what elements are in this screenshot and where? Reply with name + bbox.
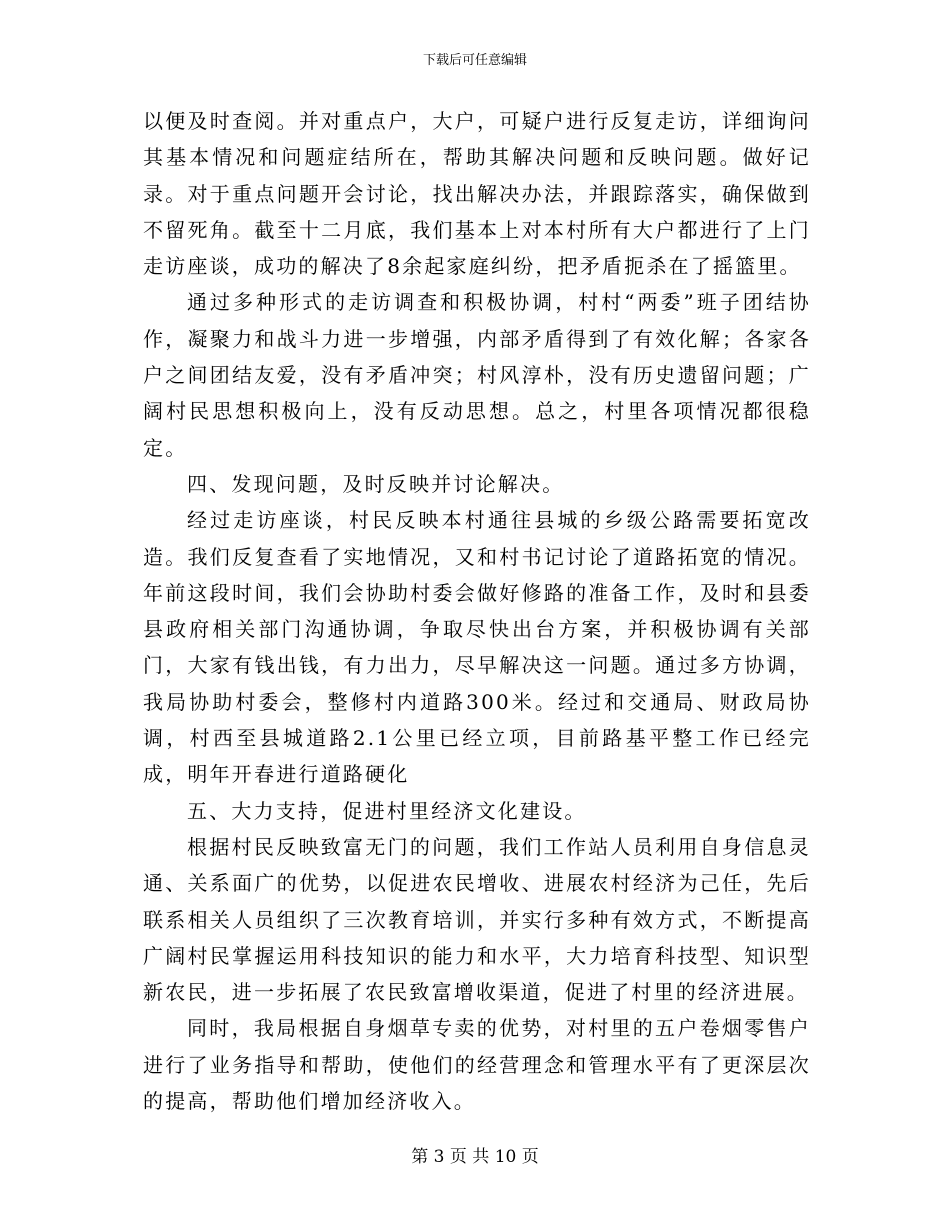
paragraph: 通过多种形式的走访调查和积极协调，村村“两委”班子团结协作，凝聚力和战斗力进一步增强，内部矛盾得到了有效化解；各家各户之间团结友爱，没有矛盾冲突；村风淳朴，没有历史遗留问题；广阔村民思想积极向上，没有反动思想。总之，村里各项情况都很稳定。 bbox=[143, 290, 811, 460]
section-heading: 五、大力支持，促进村里经济文化建设。 bbox=[187, 798, 587, 823]
page-number: 第 3 页 共 10 页 bbox=[411, 1147, 539, 1167]
paragraph: 同时，我局根据自身烟草专卖的优势，对村里的五户卷烟零售户进行了业务指导和帮助，使他们的经营理念和管理水平有了更深层次的提高，帮助他们增加经济收入。 bbox=[143, 1016, 811, 1114]
page-header: 下载后可任意编辑 bbox=[422, 53, 527, 68]
paragraph: 根据村民反映致富无门的问题，我们工作站人员利用自身信息灵通、关系面广的优势，以促进农民增收、进展农村经济为己任，先后联系相关人员组织了三次教育培训，并实行多种有效方式，不断提高广阔村民掌握运用科技知识的能力和水平，大力培育科技型、知识型新农民，进一步拓展了农民致富增收渠道，促进了村里的经济进展。 bbox=[143, 834, 811, 1005]
section-heading: 四、发现问题，及时反映并讨论解决。 bbox=[187, 471, 565, 496]
document-body bbox=[143, 103, 811, 1119]
paragraph: 经过走访座谈，村民反映本村通往县城的乡级公路需要拓宽改造。我们反复查看了实地情况，又和村书记讨论了道路拓宽的情况。年前这段时间，我们会协助村委会做好修路的准备工作，及时和县委县政府相关部门沟通协调，争取尽快出台方案，并积极协调有关部门，大家有钱出钱，有力出力，尽早解决这一问题。通过多方协调，我局协助村委会，整修村内道路300米。经过和交通局、财政局协调，村西至县城道路2.1公里已经立项，目前路基平整工作已经完成，明年开春进行道路硬化 bbox=[143, 508, 811, 787]
paragraph: 以便及时查阅。并对重点户，大户，可疑户进行反复走访，详细询问其基本情况和问题症结所在，帮助其解决问题和反映问题。做好记录。对于重点问题开会讨论，找出解决办法，并跟踪落实，确保做到不留死角。截至十二月底，我们基本上对本村所有大户都进行了上门走访座谈，成功的解决了8余起家庭纠纷，把矛盾扼杀在了摇篮里。 bbox=[143, 109, 811, 279]
